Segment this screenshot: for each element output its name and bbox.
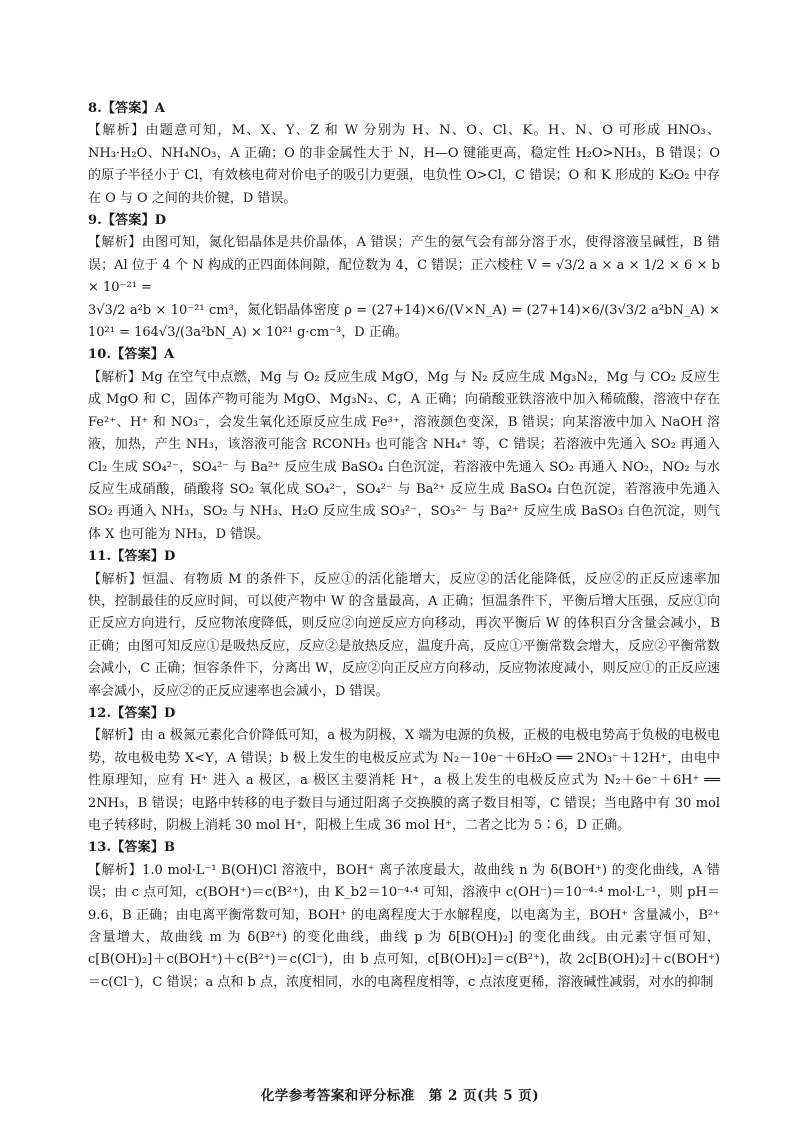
q13-explanation: 【解析】1.0 mol·L⁻¹ B(OH)Cl 溶液中，BOH⁺ 离子浓度最大，故曲线 n 为 δ(BOH⁺) 的变化曲线，A 错误；由 c 点可知，c(BOH⁺)＝c(B²⁺)，由 K_b2＝10⁻⁴·⁴ 可知，溶液中 c(OH⁻)＝10⁻⁴·⁴ mol·L⁻¹，则 pH＝9.6，B 正确；由电离平衡常数可知，BOH⁺ 的电离程度大于水解程度，以电离为主，BOH⁺ 含量减小，B²⁺ 含量增大，故曲线 m 为 δ(B²⁺) 的变化曲线，曲线 p 为 δ[B(OH)₂] 的变化曲线。由元素守恒可知，c[B(OH)₂]＋c(BOH⁺)＋c(B²⁺)＝c(Cl⁻)，由 b 点可知，c[B(OH)₂]＝c(B²⁺)，故 2c[B(OH)₂]＋c(BOH⁺)＝c(Cl⁻)，C 错误；a 点和 b 点，浓度相同，水的电离程度相等，c 点浓度更稀，溶液碱性减弱，对水的抑制 <box>88 862 720 990</box>
q10-explanation: 【解析】Mg 在空气中点燃，Mg 与 O₂ 反应生成 MgO，Mg 与 N₂ 反应生成 Mg₃N₂，Mg 与 CO₂ 反应生成 MgO 和 C，固体产物可能为 MgO、Mg₃N₂、C，A 正确；向硝酸亚铁溶液中加入稀硫酸，溶液中存在 Fe²⁺、H⁺ 和 NO₃⁻，会发生氧化还原反应生成 Fe³⁺，溶液颜色变深，B 错误；向某溶液中加入 NaOH 溶液，加热，产生 NH₃，该溶液可能含 RCONH₃ 也可能含 NH₄⁺ 等，C 错误；若溶液中先通入 SO₂ 再通入 Cl₂ 生成 SO₄²⁻，SO₄²⁻ 与 Ba²⁺ 反应生成 BaSO₄ 白色沉淀，若溶液中先通入 SO₂ 再通入 NO₂，NO₂ 与水反应生成硝酸，硝酸将 SO₂ 氧化成 SO₄²⁻，SO₄²⁻ 与 Ba²⁺ 反应生成 BaSO₄ 白色沉淀，若溶液中先通入 SO₂ 再通入 NH₃，SO₂ 与 NH₃、H₂O 反应生成 SO₃²⁻，SO₃²⁻ 与 Ba²⁺ 反应生成 BaSO₃ 白色沉淀，则气体 X 也可能为 NH₃，D 错误。 <box>88 369 720 542</box>
q11-answer: 11.【答案】D <box>88 549 176 565</box>
page-footer: 化学参考答案和评分标准 第 2 页(共 5 页) <box>260 1088 540 1104</box>
q9-answer: 9.【答案】D <box>88 213 167 229</box>
q12-explanation: 【解析】由 a 极氮元素化合价降低可知，a 极为阴极，X 端为电源的负极，正极的电极电势高于负极的电极电势，故电极电势 X<Y，A 错误；b 极上发生的电极反应式为 N₂－10e⁻＋6H₂O ══ 2NO₃⁻＋12H⁺，由电中性原理知，应有 H⁺ 进入 a 极区，a 极区主要消耗 H⁺，a 极上发生的电极反应式为 N₂＋6e⁻＋6H⁺ ══ 2NH₃，B 错误；电路中转移的电子数目与通过阳离子交换膜的离子数目相等，C 错误；当电路中有 30 mol 电子转移时，阴极上消耗 30 mol H⁺，阳极上生成 36 mol H⁺，二者之比为 5∶6，D 正确。 <box>88 728 720 833</box>
q9-explanation-2: 3√3/2 a²b × 10⁻²¹ cm³，氮化铝晶体密度 ρ = (27+14)×6/(V×N_A) = (27+14)×6/(3√3/2 a²bN_A) × 10²¹ = 164√3/(3a²bN_A) × 10²¹ g·cm⁻³，D 正确。 <box>88 302 720 341</box>
q8-explanation: 【解析】由题意可知，M、X、Y、Z 和 W 分别为 H、N、O、Cl、K。H、N、O 可形成 HNO₃、NH₃·H₂O、NH₄NO₃，A 正确；O 的非金属性大于 N，H—O 键能更高，稳定性 H₂O>NH₃，B 错误；O 的原子半径小于 Cl，有效核电荷对价电子的吸引力更强，电负性 O>Cl，C 错误；O 和 K 形成的 K₂O₂ 中存在 O 与 O 之间的共价键，D 错误。 <box>88 123 720 206</box>
q12-answer: 12.【答案】D <box>88 705 176 721</box>
answer-content <box>88 98 720 994</box>
q10-answer: 10.【答案】A <box>88 347 175 363</box>
q11-explanation: 【解析】恒温、有物质 M 的条件下，反应①的活化能增大，反应②的活化能降低，反应②的正反应速率加快，控制最佳的反应时间，可以使产物中 W 的含量最高，A 正确；恒温条件下，平衡后增大压强，反应①向正反应方向进行，反应物浓度降低，则反应②向逆反应方向移动，再次平衡后 W 的体积百分含量会减小，B 正确；由图可知反应①是吸热反应，反应②是放热反应，温度升高，反应①平衡常数会增大，反应②平衡常数会减小，C 正确；恒容条件下，分离出 W，反应②向正反应方向移动，反应物浓度减小，则反应①的正反应速率会减小，反应②的正反应速率也会减小，D 错误。 <box>88 571 720 699</box>
q8-answer: 8.【答案】A <box>88 101 166 116</box>
q9-explanation-1: 【解析】由图可知，氮化铝晶体是共价晶体，A 错误；产生的氨气会有部分溶于水，使得溶液呈碱性，B 错误；Al 位于 4 个 N 构成的正四面体间隙，配位数为 4，C 错误；正六棱柱 V = √3/2 a × a × 1/2 × 6 × b × 10⁻²¹ = <box>88 235 720 296</box>
q13-answer: 13.【答案】B <box>88 840 176 856</box>
